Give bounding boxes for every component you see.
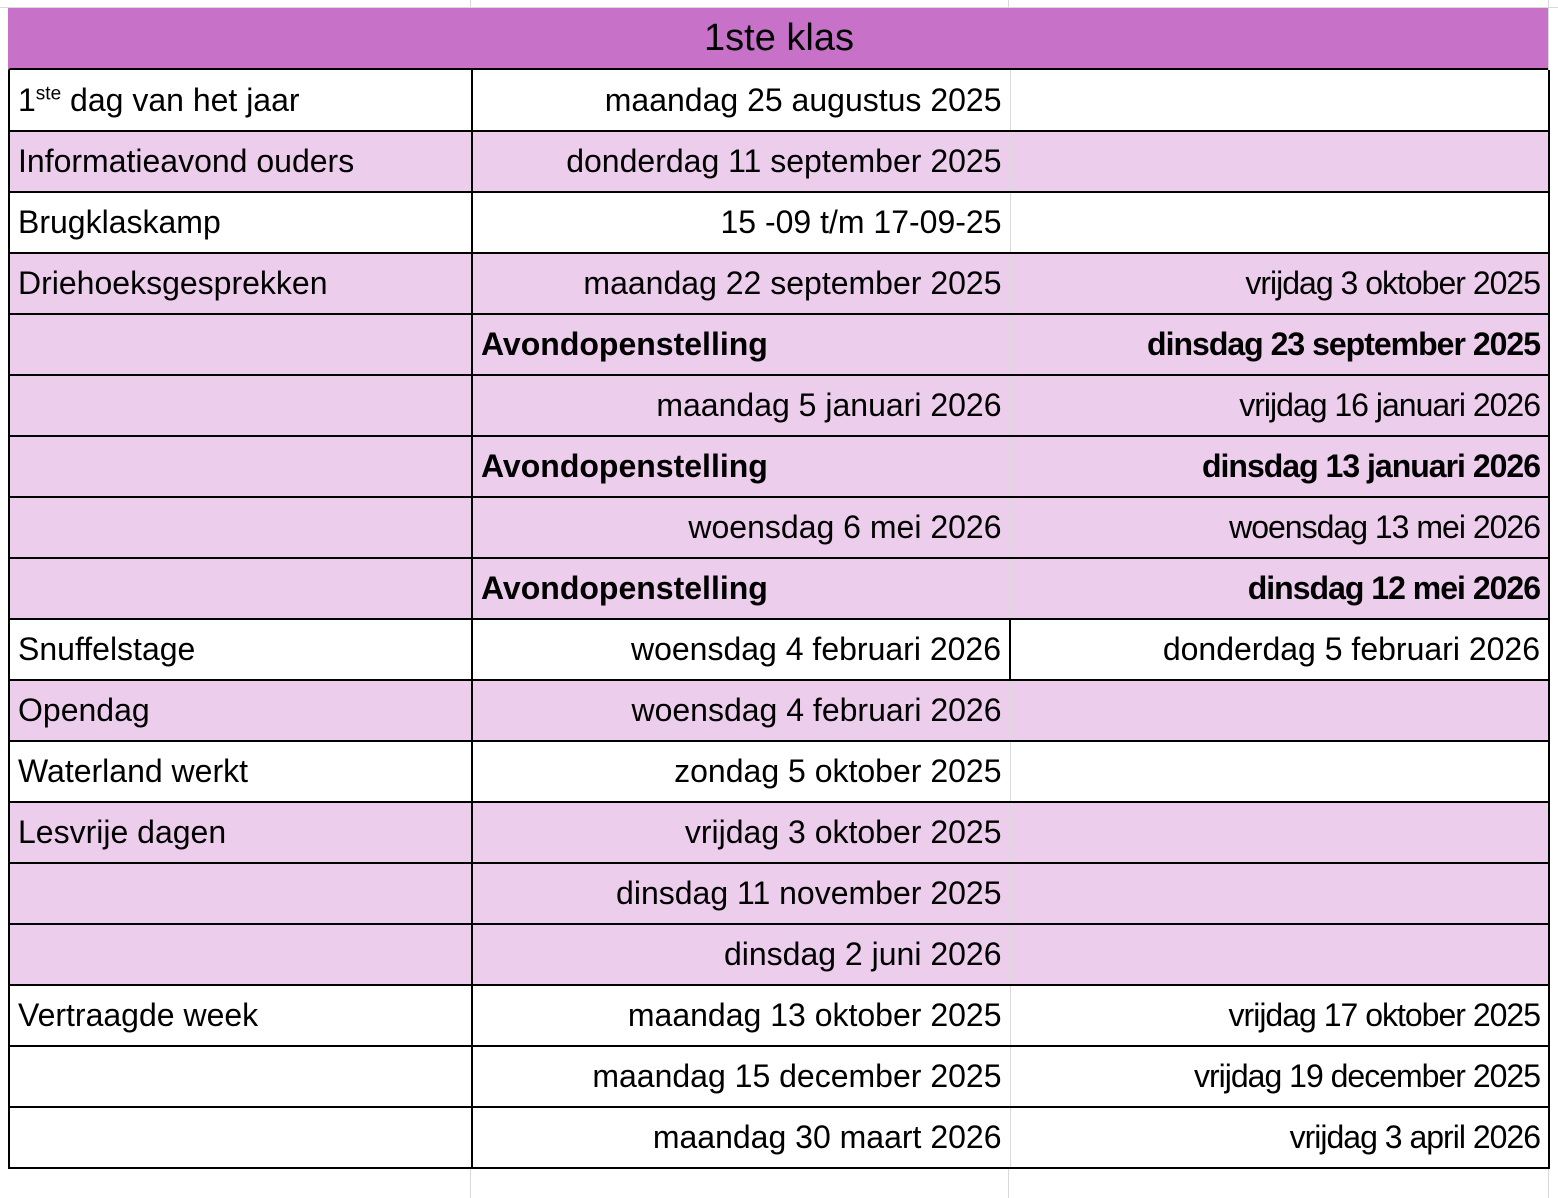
table-row	[9, 985, 1549, 1046]
cell-date-start[interactable]: woensdag 4 februari 2026	[472, 680, 1010, 741]
cell-date-start[interactable]: maandag 25 augustus 2025	[472, 70, 1010, 131]
table-row	[9, 802, 1549, 863]
cell-label[interactable]: Opendag	[9, 680, 472, 741]
table-row	[9, 558, 1549, 619]
cell-label[interactable]: Informatieavond ouders	[9, 131, 472, 192]
cell-date-start[interactable]: donderdag 11 september 2025	[472, 131, 1010, 192]
cell-label[interactable]: Snuffelstage	[9, 619, 472, 680]
cell-date-start[interactable]: 15 -09 t/m 17-09-25	[472, 192, 1010, 253]
label-number: 1	[18, 81, 36, 118]
label-superscript: ste	[35, 82, 62, 104]
cell-evening-label[interactable]: Avondopenstelling	[472, 314, 1010, 375]
cell-evening-label[interactable]: Avondopenstelling	[472, 436, 1010, 497]
table-row	[9, 131, 1549, 192]
cell-date-start[interactable]: maandag 30 maart 2026	[472, 1107, 1010, 1168]
sheet-title[interactable]: 1ste klas	[8, 8, 1548, 70]
table-row	[9, 1046, 1549, 1107]
cell-label[interactable]	[9, 314, 472, 375]
cell-date-end[interactable]: vrijdag 3 oktober 2025	[1010, 253, 1549, 314]
cell-label[interactable]	[9, 375, 472, 436]
label-text: dag van het jaar	[61, 81, 300, 118]
cell-date-start[interactable]: maandag 5 januari 2026	[472, 375, 1010, 436]
cell-date-end[interactable]: donderdag 5 februari 2026	[1010, 619, 1549, 680]
cell-label[interactable]	[9, 924, 472, 985]
cell-date-end[interactable]: woensdag 13 mei 2026	[1010, 497, 1549, 558]
cell-date-end[interactable]	[1010, 131, 1549, 192]
cell-date-end[interactable]: vrijdag 19 december 2025	[1010, 1046, 1549, 1107]
cell-label[interactable]	[9, 436, 472, 497]
cell-date-end[interactable]: vrijdag 17 oktober 2025	[1010, 985, 1549, 1046]
cell-date-start[interactable]: vrijdag 3 oktober 2025	[472, 802, 1010, 863]
cell-date-end[interactable]	[1010, 924, 1549, 985]
cell-evening-date[interactable]: dinsdag 12 mei 2026	[1010, 558, 1549, 619]
cell-label[interactable]	[9, 1046, 472, 1107]
table-row	[9, 70, 1549, 131]
cell-label[interactable]: Brugklaskamp	[9, 192, 472, 253]
table-row	[9, 253, 1549, 314]
table-row	[9, 863, 1549, 924]
cell-label[interactable]: Driehoeksgesprekken	[9, 253, 472, 314]
table-row	[9, 619, 1549, 680]
cell-evening-date[interactable]: dinsdag 23 september 2025	[1010, 314, 1549, 375]
cell-date-end[interactable]	[1010, 802, 1549, 863]
table-row	[9, 497, 1549, 558]
schedule-sheet	[8, 8, 1548, 1169]
cell-date-start[interactable]: maandag 15 december 2025	[472, 1046, 1010, 1107]
cell-date-end[interactable]	[1010, 680, 1549, 741]
cell-date-start[interactable]: dinsdag 2 juni 2026	[472, 924, 1010, 985]
cell-label[interactable]	[9, 1107, 472, 1168]
cell-label[interactable]	[9, 558, 472, 619]
table-row	[9, 314, 1549, 375]
cell-date-start[interactable]: woensdag 6 mei 2026	[472, 497, 1010, 558]
table-row	[9, 680, 1549, 741]
schedule-table	[8, 70, 1550, 1169]
cell-label[interactable]: Lesvrije dagen	[9, 802, 472, 863]
table-row	[9, 375, 1549, 436]
cell-label[interactable]	[9, 863, 472, 924]
cell-label[interactable]	[9, 497, 472, 558]
table-row	[9, 1107, 1549, 1168]
table-row	[9, 436, 1549, 497]
cell-date-start[interactable]: woensdag 4 februari 2026	[472, 619, 1010, 680]
cell-date-start[interactable]: maandag 22 september 2025	[472, 253, 1010, 314]
cell-label[interactable]: Waterland werkt	[9, 741, 472, 802]
cell-date-end[interactable]	[1010, 70, 1549, 131]
cell-date-end[interactable]	[1010, 192, 1549, 253]
cell-label[interactable]: Vertraagde week	[9, 985, 472, 1046]
cell-evening-date[interactable]: dinsdag 13 januari 2026	[1010, 436, 1549, 497]
cell-date-end[interactable]: vrijdag 16 januari 2026	[1010, 375, 1549, 436]
cell-date-end[interactable]	[1010, 863, 1549, 924]
cell-label[interactable]	[9, 70, 472, 131]
cell-date-end[interactable]: vrijdag 3 april 2026	[1010, 1107, 1549, 1168]
cell-evening-label[interactable]: Avondopenstelling	[472, 558, 1010, 619]
table-row	[9, 192, 1549, 253]
cell-date-start[interactable]: maandag 13 oktober 2025	[472, 985, 1010, 1046]
table-row	[9, 741, 1549, 802]
cell-date-end[interactable]	[1010, 741, 1549, 802]
table-row	[9, 924, 1549, 985]
cell-date-start[interactable]: dinsdag 11 november 2025	[472, 863, 1010, 924]
cell-date-start[interactable]: zondag 5 oktober 2025	[472, 741, 1010, 802]
